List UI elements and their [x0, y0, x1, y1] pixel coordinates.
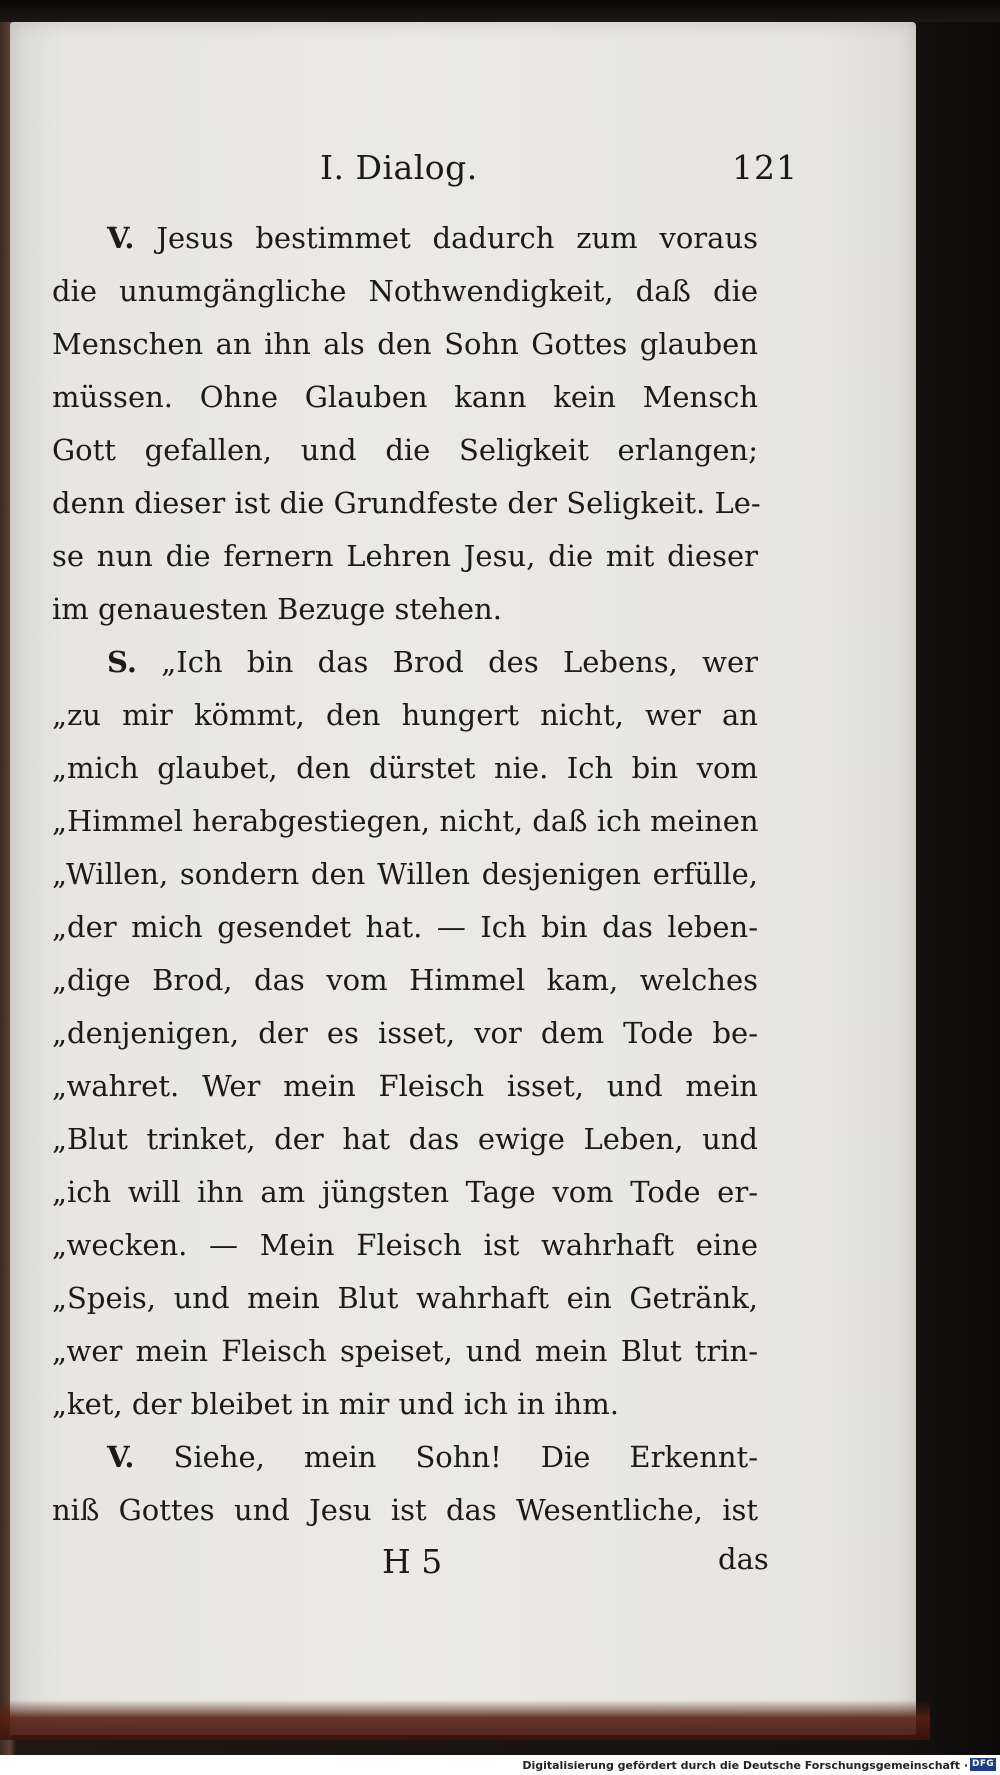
text-line	[52, 954, 758, 1007]
dfg-logo: DFG	[970, 1758, 996, 1771]
line-text: „wer mein Fleisch speiset, und mein Blut trin-	[52, 1334, 758, 1368]
digitization-credit: Digitalisierung gefördert durch die Deutsche Forschungsgemeinschaft ·	[522, 1759, 968, 1772]
line-text: Siehe, mein Sohn! Die Erkennt-	[173, 1440, 758, 1474]
text-line	[52, 265, 758, 318]
line-text: im genauesten Bezuge stehen.	[52, 592, 502, 626]
text-line	[52, 1060, 758, 1113]
text-line	[52, 1378, 758, 1431]
line-text: „Ich bin das Brod des Lebens, wer	[161, 645, 758, 679]
text-line	[52, 689, 758, 742]
text-line	[52, 318, 758, 371]
line-text: „Himmel herabgestiegen, nicht, daß ich meinen	[52, 804, 759, 838]
text-line	[52, 848, 758, 901]
line-text: „Willen, sondern den Willen desjenigen erfülle,	[52, 857, 758, 891]
line-text: „der mich gesendet hat. — Ich bin das leben-	[52, 910, 758, 944]
line-text: „Blut trinket, der hat das ewige Leben, und	[52, 1122, 758, 1156]
line-text: die unumgängliche Nothwendigkeit, daß die	[52, 274, 758, 308]
text-line	[52, 1007, 758, 1060]
line-text: denn dieser ist die Grundfeste der Seligkeit. Le-	[52, 486, 761, 520]
text-line	[52, 1272, 758, 1325]
text-line	[52, 477, 761, 530]
page-number: 121	[732, 148, 798, 187]
text-line	[52, 1166, 758, 1219]
line-text: „Speis, und mein Blut wahrhaft ein Getränk,	[52, 1281, 758, 1315]
line-text: Jesus bestimmet dadurch zum voraus	[156, 221, 759, 255]
text-line	[52, 636, 758, 689]
text-line	[52, 1431, 758, 1484]
body-text	[52, 212, 761, 1537]
text-line	[52, 1219, 758, 1272]
line-text: se nun die fernern Lehren Jesu, die mit dieser	[52, 539, 758, 573]
text-line	[52, 901, 758, 954]
line-text: „wahret. Wer mein Fleisch isset, und mein	[52, 1069, 758, 1103]
text-line	[52, 1113, 758, 1166]
page-bottom-edge	[0, 1700, 930, 1740]
line-text: „ich will ihn am jüngsten Tage vom Tode er-	[52, 1175, 758, 1209]
speaker-label: V.	[107, 221, 135, 255]
text-line	[52, 583, 758, 636]
line-text: „zu mir kömmt, den hungert nicht, wer an	[52, 698, 758, 732]
text-line	[52, 371, 758, 424]
signature-mark: H 5	[382, 1542, 443, 1581]
line-text: „wecken. — Mein Fleisch ist wahrhaft eine	[52, 1228, 758, 1262]
line-text: „denjenigen, der es isset, vor dem Tode be-	[52, 1016, 758, 1050]
speaker-label: V.	[107, 1440, 135, 1474]
line-text: Menschen an ihn als den Sohn Gottes glauben	[52, 327, 758, 361]
line-text: niß Gottes und Jesu ist das Wesentliche, ist	[52, 1493, 758, 1527]
line-text: „mich glaubet, den dürstet nie. Ich bin vom	[52, 751, 758, 785]
text-line	[52, 424, 758, 477]
speaker-label: S.	[107, 645, 138, 679]
line-text: „dige Brod, das vom Himmel kam, welches	[52, 963, 758, 997]
line-text: müssen. Ohne Glauben kann kein Mensch	[52, 380, 758, 414]
book-page	[10, 22, 916, 1735]
page-header	[10, 148, 916, 198]
text-line	[52, 1325, 758, 1378]
text-line	[52, 742, 758, 795]
scan-top-shadow	[0, 0, 1000, 22]
text-line	[52, 530, 758, 583]
line-text: „ket, der bleibet in mir und ich in ihm.	[52, 1387, 619, 1421]
text-line	[52, 1484, 758, 1537]
text-line	[52, 212, 758, 265]
line-text: Gott gefallen, und die Seligkeit erlangen;	[52, 433, 758, 467]
running-title: I. Dialog.	[320, 148, 478, 187]
text-line	[52, 795, 758, 848]
catchword: das	[718, 1542, 769, 1576]
